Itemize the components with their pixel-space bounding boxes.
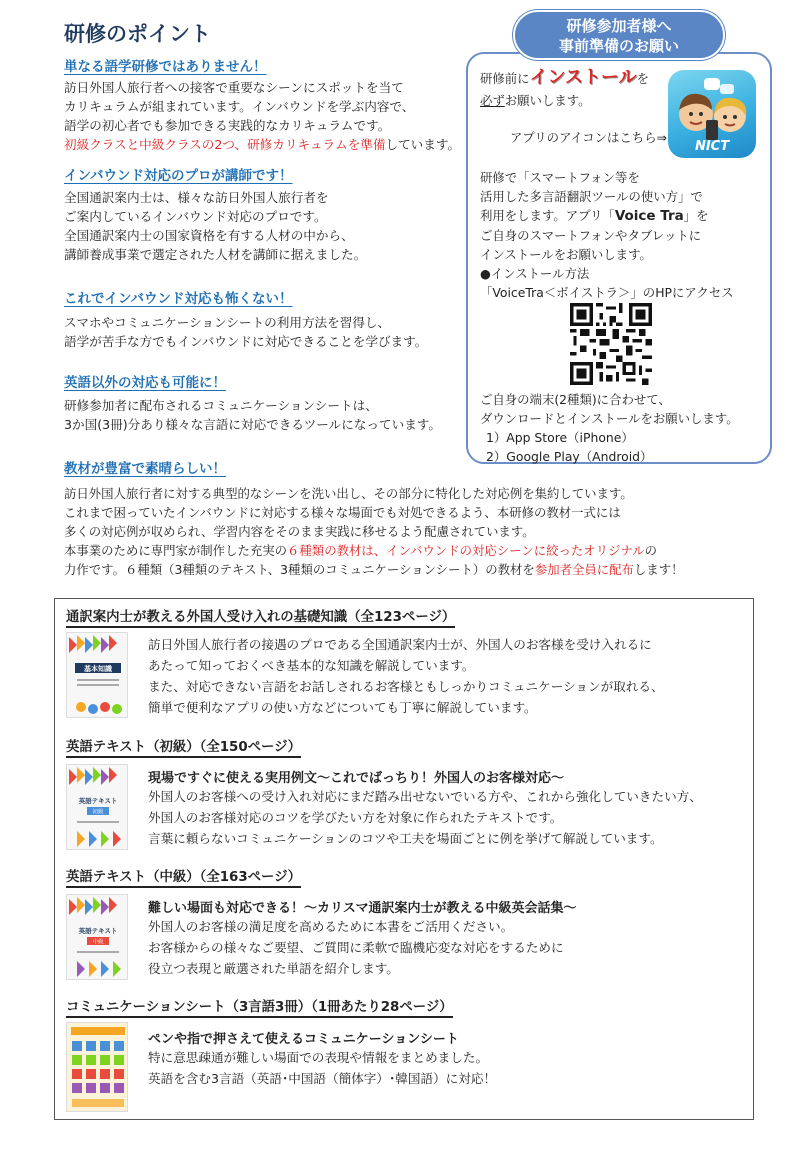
voicetra-app-icon [668, 70, 756, 158]
notice-title-line: 事前準備のお願い [558, 37, 679, 55]
notice-text: 研修前に [480, 71, 530, 86]
material-heading-commsheet: コミュニケーションシート（3言語3冊）（1冊あたり28ページ） [66, 996, 453, 1018]
notice-line: 「VoiceTra＜ボイストラ＞」のHPにアクセス [480, 285, 734, 300]
section-text: しています。 [385, 137, 461, 152]
notice-underline: 必ず [480, 93, 505, 108]
section-text: 本事業のために専門家が制作した充実の [64, 543, 288, 558]
install-emphasis: インストール [529, 67, 637, 88]
notice-install-line-2 [480, 91, 591, 110]
highlight-text: 参加者全員に配布 [534, 562, 634, 577]
google-play-link[interactable]: 2）Google Play（Android） [486, 449, 653, 464]
material-line: 外国人のお客様への受け入れ対応にまだ踏み出せないでいる方や、これから強化していきたい方、 [148, 789, 702, 804]
section-heading-4: 英語以外の対応も可能に！ [64, 375, 226, 391]
app-icon-label: NICT [694, 139, 730, 154]
section-body-1 [64, 78, 460, 154]
section-line [64, 541, 684, 560]
section-line: カリキュラムが組まれています。インバウンドを学ぶ内容で、 [64, 99, 415, 114]
section-text: の [644, 543, 658, 558]
notice-text: お願いします。 [504, 93, 591, 108]
cover-level: 中級 [92, 939, 104, 946]
material-line: 簡単で便利なアプリの使い方などについても丁寧に解説しています。 [148, 700, 537, 715]
book-cover-icon [67, 895, 128, 980]
section-body-3 [64, 313, 427, 351]
section-text: します！ [633, 562, 684, 577]
section-heading-2: インバウンド対応のプロが講師です！ [64, 168, 293, 184]
page-title: 研修のポイント [64, 22, 211, 46]
notice-download [480, 390, 739, 466]
notice-text: 」を [683, 208, 709, 223]
material-line: また、対応できない言語をお話しされるお客様ともしっかりコミュニケーションが取れる、 [148, 679, 664, 694]
english-beginner-cover [66, 764, 128, 850]
section-line: 全国通訳案内士は、様々な訪日外国人旅行者を [64, 190, 329, 205]
highlight-text: 初級クラスと中級クラスの2つ、研修カリキュラムを準備 [64, 137, 386, 152]
english-intermediate-cover [66, 894, 128, 980]
section-line [64, 560, 684, 579]
material-line: 特に意思疎通が難しい場面での表現や情報をまとめました。 [148, 1050, 489, 1065]
book-cover-icon [67, 633, 128, 718]
section-line: ご案内しているインバウンド対応のプロです。 [64, 209, 327, 224]
material-heading-basic: 通訳案内士が教える外国人受け入れの基礎知識（全123ページ） [66, 606, 455, 628]
section-line: 多くの対応例が収められ、学習内容をそのまま実践に移せるよう配慮されています。 [64, 524, 535, 539]
section-line: 全国通訳案内士の国家資格を有する人材の中から、 [64, 228, 354, 243]
communication-sheet-cover [66, 1022, 128, 1112]
notice-text: を [636, 71, 650, 86]
section-line: 訪日外国人旅行者への接客で重要なシーンにスポットを当て [64, 80, 404, 95]
material-desc-intermediate [148, 916, 564, 979]
material-line: あたって知っておくべき基本的な知識を解説しています。 [148, 658, 475, 673]
material-desc-beginner [148, 786, 702, 849]
material-line: お客様からの様々なご要望、ご質問に柔軟で臨機応変な対応をするために [148, 940, 564, 955]
cover-title: 英語テキスト [78, 927, 118, 935]
book-cover-icon [67, 765, 128, 850]
section-line: 訪日外国人旅行者に対する典型的なシーンを洗い出し、その部分に特化した対応例を集約しています。 [64, 486, 633, 501]
cover-title: 基本知識 [84, 665, 112, 673]
notice-line: ご自身のスマートフォンやタブレットに [480, 228, 702, 243]
app-name: Voice Tra [614, 208, 684, 224]
sheet-cover-icon [67, 1023, 128, 1112]
app-icon-hint: アプリのアイコンはこちら⇒ [510, 130, 667, 145]
notice-text: 利用をします。アプリ「 [480, 208, 615, 223]
material-line: 外国人のお客様の満足度を高めるために本書をご活用ください。 [148, 919, 514, 934]
material-line: 外国人のお客様対応のコツを学びたい方を対象に作られたテキストです。 [148, 810, 563, 825]
section-line: 講師養成事業で選定された人材を講師に据えました。 [64, 247, 367, 262]
section-heading-5: 教材が豊富で素晴らしい！ [64, 461, 226, 477]
qr-code[interactable] [570, 303, 652, 385]
notice-title-line: 研修参加者様へ [566, 17, 672, 35]
section-line: 研修参加者に配布されるコミュニケーションシートは、 [64, 398, 378, 413]
material-lead-commsheet: ペンや指で押さえて使えるコミュニケーションシート [148, 1032, 459, 1047]
notice-line: インストールをお願いします。 [480, 247, 652, 262]
section-line: 語学の初心者でも参加できる実践的なカリキュラムです。 [64, 118, 391, 133]
notice-usage [480, 168, 734, 302]
section-body-4 [64, 396, 441, 434]
section-heading-1: 単なる語学研修ではありません！ [64, 59, 267, 75]
material-lead-beginner: 現場ですぐに使える実用例文～これでばっちり！外国人のお客様対応～ [148, 771, 565, 786]
section-line: スマホやコミュニケーションシートの利用方法を習得し、 [64, 315, 391, 330]
cover-level: 初級 [92, 809, 104, 816]
notice-install-line [480, 68, 649, 88]
section-body-2 [64, 188, 366, 264]
notice-line [480, 206, 734, 226]
section-text: 力作です。６種類（3種類のテキスト、3種類のコミュニケーションシート）の教材を [64, 562, 535, 577]
notice-line: ●インストール方法 [480, 266, 590, 281]
material-desc-commsheet [148, 1047, 496, 1089]
material-heading-beginner: 英語テキスト（初級）（全150ページ） [66, 736, 301, 758]
material-heading-intermediate: 英語テキスト（中級）（全163ページ） [66, 866, 301, 888]
section-heading-3: これでインバウンド対応も怖くない！ [64, 291, 293, 307]
notice-line: 研修で「スマートフォン等を [480, 170, 640, 185]
notice-line: ダウンロードとインストールをお願いします。 [480, 411, 739, 426]
basic-knowledge-cover [66, 632, 128, 718]
material-line: 訪日外国人旅行者の接遇のプロである全国通訳案内士が、外国人のお客様を受け入れるに [148, 637, 652, 652]
section-body-5 [64, 484, 684, 579]
material-desc-basic [148, 634, 664, 718]
section-line: 3か国(3冊)分あり様々な言語に対応できるツールになっています。 [64, 417, 441, 432]
material-line: 英語を含む3言語（英語･中国語（簡体字）･韓国語）に対応！ [148, 1071, 497, 1086]
section-line: これまで困っていたインバウンドに対応する様々な場面でも対処できるよう、本研修の教材一式には [64, 505, 621, 520]
section-line: 語学が苦手な方でもインバウンドに対応できることを学びます。 [64, 334, 428, 349]
material-line: 役立つ表現と厳選された単語を紹介します。 [148, 961, 399, 976]
material-line: 言葉に頼らないコミュニケーションのコツや工夫を場面ごとに例を挙げて解説しています。 [148, 831, 663, 846]
section-line [64, 135, 460, 154]
notice-line: ご自身の端末(2種類)に合わせて、 [480, 392, 671, 407]
material-lead-intermediate: 難しい場面も対応できる！～カリスマ通訳案内士が教える中級英会話集～ [148, 901, 577, 916]
notice-title [513, 10, 725, 60]
app-store-link[interactable]: 1）App Store（iPhone） [486, 430, 634, 445]
notice-line: 活用した多言語翻訳ツールの使い方」で [480, 189, 703, 204]
cover-title: 英語テキスト [78, 797, 118, 805]
highlight-text: ６種類の教材は、インバウンドの対応シーンに絞ったオリジナル [287, 543, 645, 558]
